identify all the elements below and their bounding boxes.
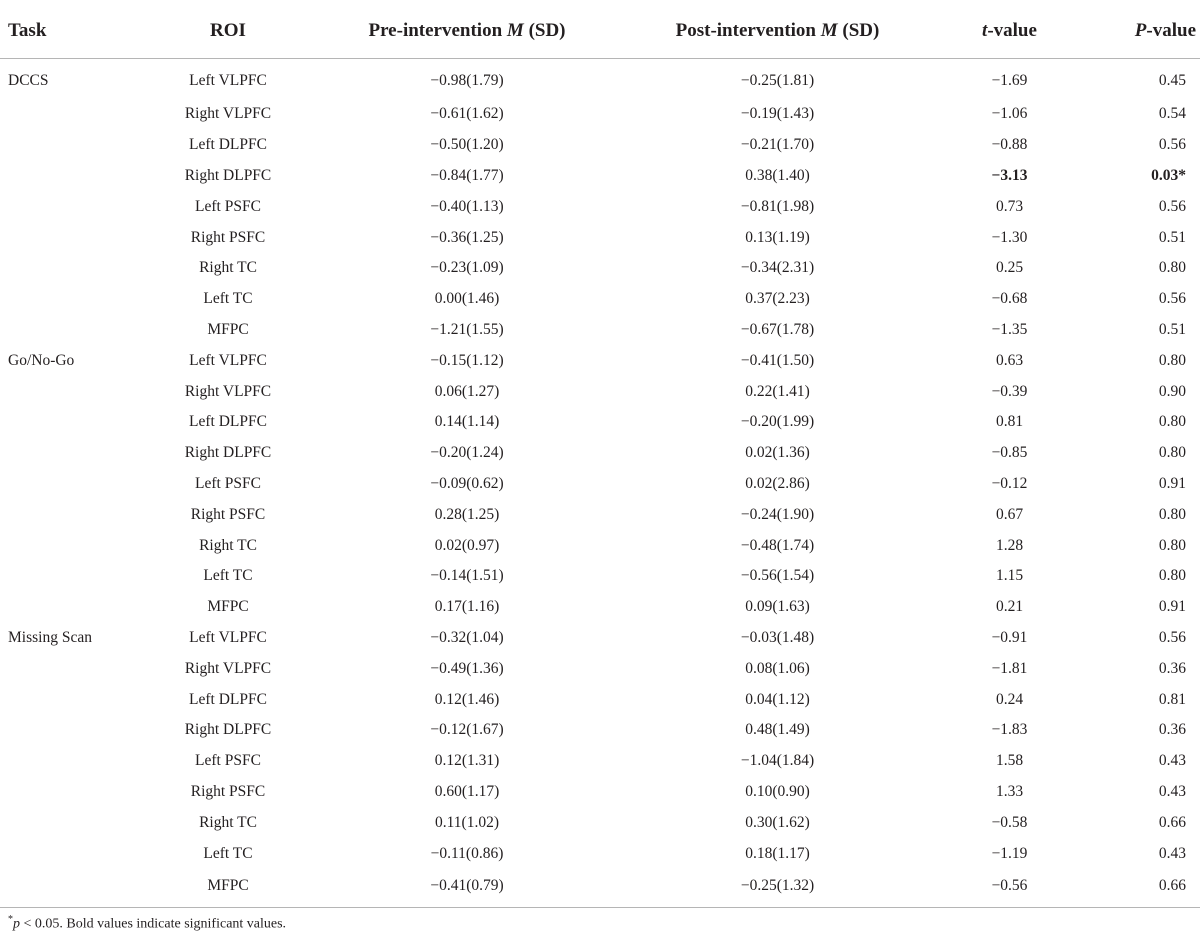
cell-p-value: 0.45: [1158, 72, 1186, 89]
cell-p-value: 0.51: [1158, 228, 1186, 246]
cell-post-intervention: −0.03(1.48): [740, 628, 815, 646]
cell-task: [0, 191, 148, 222]
table-header: [0, 12, 1200, 59]
table-row: [0, 530, 1200, 561]
cell-roi: Right VLPFC: [184, 659, 272, 677]
cell-roi: Left VLPFC: [189, 351, 267, 369]
cell-post-intervention: −0.41(1.50): [740, 351, 815, 369]
cell-post-intervention: −0.48(1.74): [740, 536, 815, 554]
cell-roi: Left PSFC: [195, 474, 261, 492]
cell-t-value: −1.06: [991, 105, 1028, 123]
cell-pre-intervention: 0.11(1.02): [435, 813, 499, 831]
cell-pre-intervention: −0.32(1.04): [430, 628, 504, 646]
cell-t-value: −0.12: [991, 474, 1028, 492]
cell-roi: Left TC: [203, 567, 253, 585]
cell-t-value: −1.35: [991, 320, 1028, 338]
cell-p-value: 0.36: [1158, 659, 1186, 677]
cell-pre-intervention: −0.41(0.79): [308, 869, 626, 908]
cell-task: [0, 99, 148, 130]
cell-post-intervention: −0.20(1.99): [740, 413, 815, 431]
table-row: [0, 315, 1200, 346]
cell-p-value: 0.43: [1158, 844, 1186, 862]
cell-post-intervention: 0.22(1.41): [745, 382, 810, 400]
cell-post-intervention: 0.04(1.12): [745, 690, 810, 708]
cell-pre-intervention: 0.12(1.46): [434, 690, 500, 708]
cell-roi: Left PSFC: [195, 752, 261, 770]
table-row: [0, 345, 1200, 376]
cell-roi: Right DLPFC: [184, 166, 272, 184]
cell-post-intervention: 0.10(0.90): [745, 782, 810, 800]
table-row: [0, 407, 1200, 438]
cell-post-intervention: 0.02(1.36): [745, 444, 810, 462]
cell-t-value: −0.88: [991, 136, 1028, 154]
cell-t-value: −3.13: [991, 166, 1028, 184]
cell-pre-intervention: −0.49(1.36): [430, 659, 504, 677]
cell-t-value: −0.91: [991, 628, 1028, 646]
cell-t-value: −1.83: [991, 721, 1028, 739]
table-body: [0, 59, 1200, 908]
cell-p-value: 0.80: [1158, 259, 1186, 277]
cell-roi: Left DLPFC: [189, 413, 267, 431]
cell-t-value: −1.30: [991, 228, 1028, 246]
cell-t-value: 0.67: [995, 505, 1024, 523]
cell-roi: Right PSFC: [190, 782, 266, 800]
cell-roi: MFPC: [207, 320, 249, 338]
cell-pre-intervention: −0.84(1.77): [430, 166, 504, 184]
cell-task: [0, 653, 148, 684]
cell-post-intervention: 0.48(1.49): [745, 721, 810, 739]
cell-pre-intervention: 0.02(0.97): [434, 536, 500, 554]
cell-t-value: 0.25: [995, 259, 1024, 277]
cell-t-value: −1.19: [991, 844, 1028, 862]
cell-p-value: 0.91: [1158, 598, 1186, 616]
cell-pre-intervention: 0.00(1.46): [434, 290, 500, 308]
cell-p-value: 0.56: [1158, 197, 1186, 215]
cell-t-value: −1.69: [991, 72, 1028, 89]
cell-pre-intervention: −0.09(0.62): [430, 474, 504, 492]
header-roi: ROI: [148, 12, 308, 59]
cell-p-value: 0.80: [1158, 505, 1186, 523]
cell-pre-intervention: −0.61(1.62): [430, 105, 504, 123]
cell-pre-intervention: −0.50(1.20): [430, 136, 504, 154]
cell-task: [0, 869, 148, 908]
cell-p-value: 0.56: [1158, 290, 1186, 308]
table-row: [0, 191, 1200, 222]
header-pre-intervention: Pre-intervention M (SD): [308, 12, 626, 59]
cell-roi: Right VLPFC: [184, 382, 272, 400]
cell-pre-intervention: −0.14(1.51): [430, 567, 504, 585]
cell-roi: Right VLPFC: [184, 105, 272, 123]
cell-t-value: −0.85: [991, 444, 1028, 462]
cell-task: [0, 499, 148, 530]
cell-pre-intervention: 0.17(1.16): [434, 598, 500, 616]
cell-p-value: 0.56: [1158, 628, 1186, 646]
cell-t-value: 1.33: [995, 782, 1024, 800]
cell-task: DCCS: [8, 72, 49, 89]
cell-t-value: −0.56: [929, 869, 1090, 908]
cell-p-value: 0.80: [1158, 413, 1186, 431]
cell-pre-intervention: 0.14(1.14): [434, 413, 500, 431]
cell-task: [0, 469, 148, 500]
header-post-intervention: Post-intervention M (SD): [626, 12, 929, 59]
table-row: [0, 253, 1200, 284]
cell-roi: Left DLPFC: [189, 136, 267, 154]
header-p-value: P-value: [1090, 12, 1200, 59]
table-row: [0, 746, 1200, 777]
table-row: [0, 623, 1200, 654]
cell-roi: Right TC: [199, 536, 257, 554]
cell-roi: Left PSFC: [195, 197, 261, 215]
cell-post-intervention: 0.30(1.62): [745, 813, 810, 831]
cell-p-value: 0.43: [1158, 752, 1186, 770]
cell-pre-intervention: 0.28(1.25): [434, 505, 500, 523]
cell-roi: Left TC: [203, 290, 253, 308]
table-row: [0, 499, 1200, 530]
table-row: [0, 59, 1200, 100]
cell-post-intervention: −0.67(1.78): [740, 320, 815, 338]
table-row: [0, 592, 1200, 623]
cell-post-intervention: −0.25(1.32): [626, 869, 929, 908]
cell-post-intervention: 0.38(1.40): [745, 166, 810, 184]
cell-p-value: 0.80: [1158, 444, 1186, 462]
table-row: [0, 715, 1200, 746]
cell-task: [0, 376, 148, 407]
header-t-value: t-value: [929, 12, 1090, 59]
cell-pre-intervention: 0.06(1.27): [434, 382, 500, 400]
cell-pre-intervention: −1.21(1.55): [430, 320, 504, 338]
cell-t-value: −1.81: [991, 659, 1028, 677]
table-row: [0, 161, 1200, 192]
cell-post-intervention: 0.13(1.19): [745, 228, 810, 246]
cell-pre-intervention: −0.23(1.09): [430, 259, 504, 277]
cell-roi: MFPC: [207, 598, 249, 616]
table-row: [0, 130, 1200, 161]
cell-task: [0, 530, 148, 561]
results-table: [0, 12, 1200, 908]
cell-post-intervention: 0.02(2.86): [745, 474, 810, 492]
cell-p-value: 0.56: [1158, 136, 1186, 154]
cell-p-value: 0.90: [1158, 382, 1186, 400]
cell-t-value: 0.24: [995, 690, 1024, 708]
table-row: [0, 438, 1200, 469]
cell-t-value: −0.68: [991, 290, 1028, 308]
table-row: [0, 653, 1200, 684]
cell-post-intervention: −0.24(1.90): [740, 505, 815, 523]
cell-task: [0, 253, 148, 284]
cell-roi: Right TC: [199, 813, 257, 831]
table-row: [0, 99, 1200, 130]
cell-p-value: 0.80: [1158, 567, 1186, 585]
table-row: [0, 838, 1200, 869]
table-row: [0, 284, 1200, 315]
cell-task: [0, 561, 148, 592]
cell-roi: Left DLPFC: [189, 690, 267, 708]
table-row: [0, 561, 1200, 592]
cell-t-value: 0.73: [995, 197, 1024, 215]
cell-roi: Right PSFC: [190, 228, 266, 246]
cell-roi: Right DLPFC: [184, 721, 272, 739]
table-row: [0, 869, 1200, 908]
table-row: [0, 807, 1200, 838]
cell-p-value: 0.03*: [1151, 166, 1186, 184]
cell-pre-intervention: −0.98(1.79): [430, 72, 504, 89]
header-task: Task: [0, 12, 148, 59]
cell-task: Missing Scan: [8, 628, 92, 646]
cell-roi: Left VLPFC: [189, 72, 267, 89]
cell-p-value: 0.91: [1158, 474, 1186, 492]
cell-roi: Left TC: [203, 844, 253, 862]
cell-p-value: 0.51: [1158, 320, 1186, 338]
cell-pre-intervention: 0.12(1.31): [434, 752, 500, 770]
cell-t-value: −0.39: [991, 382, 1028, 400]
cell-task: [0, 438, 148, 469]
cell-p-value: 0.80: [1158, 536, 1186, 554]
cell-t-value: 0.63: [995, 351, 1024, 369]
cell-task: [0, 222, 148, 253]
cell-pre-intervention: −0.15(1.12): [430, 351, 504, 369]
cell-roi: MFPC: [148, 869, 308, 908]
cell-post-intervention: −0.21(1.70): [740, 136, 815, 154]
cell-task: [0, 130, 148, 161]
table-row: [0, 376, 1200, 407]
cell-pre-intervention: −0.40(1.13): [430, 197, 504, 215]
cell-post-intervention: 0.18(1.17): [745, 844, 810, 862]
table-row: [0, 684, 1200, 715]
cell-task: [0, 284, 148, 315]
cell-task: [0, 161, 148, 192]
cell-p-value: 0.54: [1158, 105, 1186, 123]
table-row: [0, 469, 1200, 500]
cell-p-value: 0.43: [1158, 782, 1186, 800]
cell-t-value: 0.21: [995, 598, 1024, 616]
cell-t-value: 1.15: [995, 567, 1024, 585]
cell-task: [0, 807, 148, 838]
table-footnote: *p < 0.05. Bold values indicate significant values.: [8, 914, 287, 932]
cell-task: [0, 746, 148, 777]
cell-task: [0, 715, 148, 746]
cell-post-intervention: −0.34(2.31): [740, 259, 815, 277]
cell-t-value: 0.81: [995, 413, 1024, 431]
cell-p-value: 0.80: [1158, 351, 1186, 369]
cell-post-intervention: 0.08(1.06): [745, 659, 810, 677]
cell-post-intervention: 0.09(1.63): [745, 598, 810, 616]
cell-post-intervention: −1.04(1.84): [740, 752, 815, 770]
cell-task: [0, 592, 148, 623]
cell-pre-intervention: −0.11(0.86): [430, 844, 504, 862]
cell-p-value: 0.81: [1158, 690, 1186, 708]
cell-pre-intervention: 0.60(1.17): [434, 782, 500, 800]
cell-p-value: 0.66: [1090, 869, 1200, 908]
cell-pre-intervention: −0.36(1.25): [430, 228, 504, 246]
cell-post-intervention: −0.19(1.43): [740, 105, 815, 123]
cell-pre-intervention: −0.12(1.67): [430, 721, 504, 739]
table-row: [0, 777, 1200, 808]
cell-task: Go/No-Go: [8, 351, 75, 369]
cell-task: [0, 838, 148, 869]
cell-task: [0, 315, 148, 346]
cell-roi: Right DLPFC: [184, 444, 272, 462]
cell-roi: Right TC: [199, 259, 257, 277]
cell-roi: Left VLPFC: [189, 628, 267, 646]
cell-t-value: 1.58: [995, 752, 1024, 770]
header-row: [0, 12, 1200, 59]
cell-t-value: −0.58: [991, 813, 1028, 831]
cell-post-intervention: 0.37(2.23): [745, 290, 810, 308]
table-row: [0, 222, 1200, 253]
cell-post-intervention: −0.56(1.54): [740, 567, 815, 585]
cell-p-value: 0.36: [1158, 721, 1186, 739]
cell-t-value: 1.28: [995, 536, 1024, 554]
cell-roi: Right PSFC: [190, 505, 266, 523]
cell-task: [0, 684, 148, 715]
cell-task: [0, 777, 148, 808]
cell-p-value: 0.66: [1158, 813, 1186, 831]
cell-pre-intervention: −0.20(1.24): [430, 444, 504, 462]
cell-post-intervention: −0.81(1.98): [740, 197, 815, 215]
cell-post-intervention: −0.25(1.81): [740, 72, 815, 89]
cell-task: [0, 407, 148, 438]
